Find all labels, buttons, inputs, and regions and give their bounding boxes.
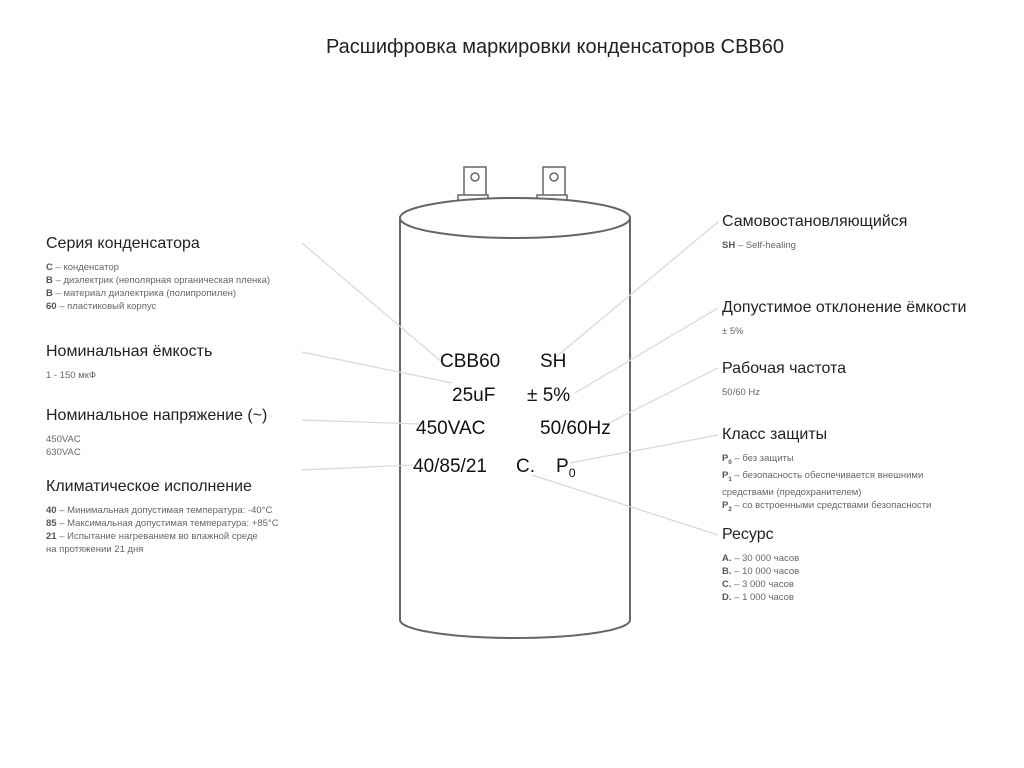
detail-text: – Self-healing xyxy=(737,240,796,251)
detail-text: 50/60 Hz xyxy=(722,387,761,398)
heading-climate: Климатическое исполнение xyxy=(46,478,252,495)
detail-voltage xyxy=(46,433,267,459)
page-title: Расшифровка маркировки конденсаторов CBB60 xyxy=(326,36,784,58)
detail-line xyxy=(722,565,799,578)
detail-text: – Минимальная допустимая температура: -40°C xyxy=(59,505,273,516)
detail-text: – 3 000 часов xyxy=(734,579,794,590)
block-resource xyxy=(722,526,799,604)
detail-line xyxy=(46,504,279,517)
detail-line xyxy=(46,517,279,530)
detail-text: – Испытание нагреванием во влажной среде xyxy=(59,531,258,542)
detail-line xyxy=(46,369,212,382)
detail-line xyxy=(46,287,270,300)
detail-key: C xyxy=(46,262,53,273)
heading-series: Серия конденсатора xyxy=(46,235,200,252)
detail-line xyxy=(46,543,279,556)
detail-line xyxy=(722,325,966,338)
detail-text: – материал диэлектрика (полипропилен) xyxy=(55,288,237,299)
detail-key: B xyxy=(46,288,53,299)
label-climate: 40/85/21 xyxy=(413,456,487,477)
detail-key: SH xyxy=(722,240,736,251)
detail-frequency xyxy=(722,386,846,399)
block-tolerance xyxy=(722,299,966,338)
detail-key: 40 xyxy=(46,505,57,516)
detail-key: $P_1$ xyxy=(722,469,732,483)
detail-text: ± 5% xyxy=(722,326,744,337)
heading-frequency: Рабочая частота xyxy=(722,360,847,377)
heading-protection: Класс защиты xyxy=(722,426,828,443)
label-tolerance: ± 5% xyxy=(527,385,571,406)
detail-selfheal xyxy=(722,239,907,252)
detail-line xyxy=(722,452,931,469)
detail-line xyxy=(722,469,931,486)
detail-line xyxy=(46,274,270,287)
detail-line xyxy=(722,578,799,591)
detail-resource xyxy=(722,552,799,604)
detail-key: 60 xyxy=(46,301,57,312)
label-self-healing: SH xyxy=(540,351,567,372)
label-voltage: 450VAC xyxy=(416,418,486,439)
heading-voltage: Номинальное напряжение (~) xyxy=(46,407,268,424)
label-frequency: 50/60Hz xyxy=(540,418,611,439)
label-protection: $P_0$ xyxy=(556,456,576,480)
detail-key: B xyxy=(46,275,53,286)
detail-key-sub: 1 xyxy=(728,475,732,483)
detail-key-sub: 2 xyxy=(728,505,732,513)
detail-key: A. xyxy=(722,553,732,564)
detail-tolerance xyxy=(722,325,966,338)
detail-line xyxy=(722,486,931,499)
detail-line xyxy=(722,386,846,399)
detail-text: – 1 000 часов xyxy=(734,592,794,603)
block-frequency xyxy=(722,360,846,399)
detail-text: – со встроенными средствами безопасности xyxy=(734,499,932,511)
detail-line xyxy=(46,446,267,459)
heading-selfheal: Самовостановляющийся xyxy=(722,213,908,230)
detail-line xyxy=(46,300,270,313)
block-protection xyxy=(722,426,931,516)
label-resource: C. xyxy=(516,456,535,477)
detail-line xyxy=(46,530,279,543)
detail-text: 1 - 150 мкФ xyxy=(46,370,97,381)
detail-key: 21 xyxy=(46,531,57,542)
detail-text: – без защиты xyxy=(734,453,794,464)
detail-key: B. xyxy=(722,566,732,577)
block-voltage xyxy=(46,407,267,459)
block-climate xyxy=(46,478,279,556)
detail-key: 85 xyxy=(46,518,57,529)
heading-resource: Ресурс xyxy=(722,526,774,543)
detail-key-sub: 0 xyxy=(728,458,732,466)
detail-key: $P_0$ xyxy=(722,453,732,466)
detail-key: D. xyxy=(722,592,732,603)
label-series: CBB60 xyxy=(440,351,501,372)
detail-text: – 30 000 часов xyxy=(734,553,800,564)
detail-text: – безопасность обеспечивается внешними xyxy=(734,469,924,481)
detail-line xyxy=(722,552,799,565)
block-selfheal xyxy=(722,213,907,252)
detail-text: 450VAC xyxy=(46,434,81,445)
block-capacitance xyxy=(46,343,212,382)
detail-text: – 10 000 часов xyxy=(734,566,800,577)
heading-tolerance: Допустимое отклонение ёмкости xyxy=(722,299,967,316)
detail-line xyxy=(722,499,931,516)
detail-text: – конденсатор xyxy=(55,262,119,273)
detail-line xyxy=(46,261,270,274)
detail-line xyxy=(46,433,267,446)
detail-text: на протяжении 21 дня xyxy=(46,544,144,555)
detail-protection xyxy=(722,452,931,516)
detail-text: средствами (предохранителем) xyxy=(722,486,862,498)
heading-capacitance: Номинальная ёмкость xyxy=(46,343,213,360)
detail-line xyxy=(722,239,907,252)
block-series xyxy=(46,235,270,313)
detail-key: C. xyxy=(722,579,732,590)
detail-key: $P_2$ xyxy=(722,499,732,513)
detail-text: – диэлектрик (неполярная органическая пленка) xyxy=(55,275,271,286)
detail-text: 630VAC xyxy=(46,447,81,458)
detail-series xyxy=(46,261,270,313)
label-capacitance: 25uF xyxy=(452,385,496,406)
detail-climate xyxy=(46,504,279,556)
detail-text: – пластиковый корпус xyxy=(59,301,157,312)
detail-line xyxy=(722,591,799,604)
detail-capacitance xyxy=(46,369,212,382)
detail-text: – Максимальная допустимая температура: +85°C xyxy=(59,518,279,529)
